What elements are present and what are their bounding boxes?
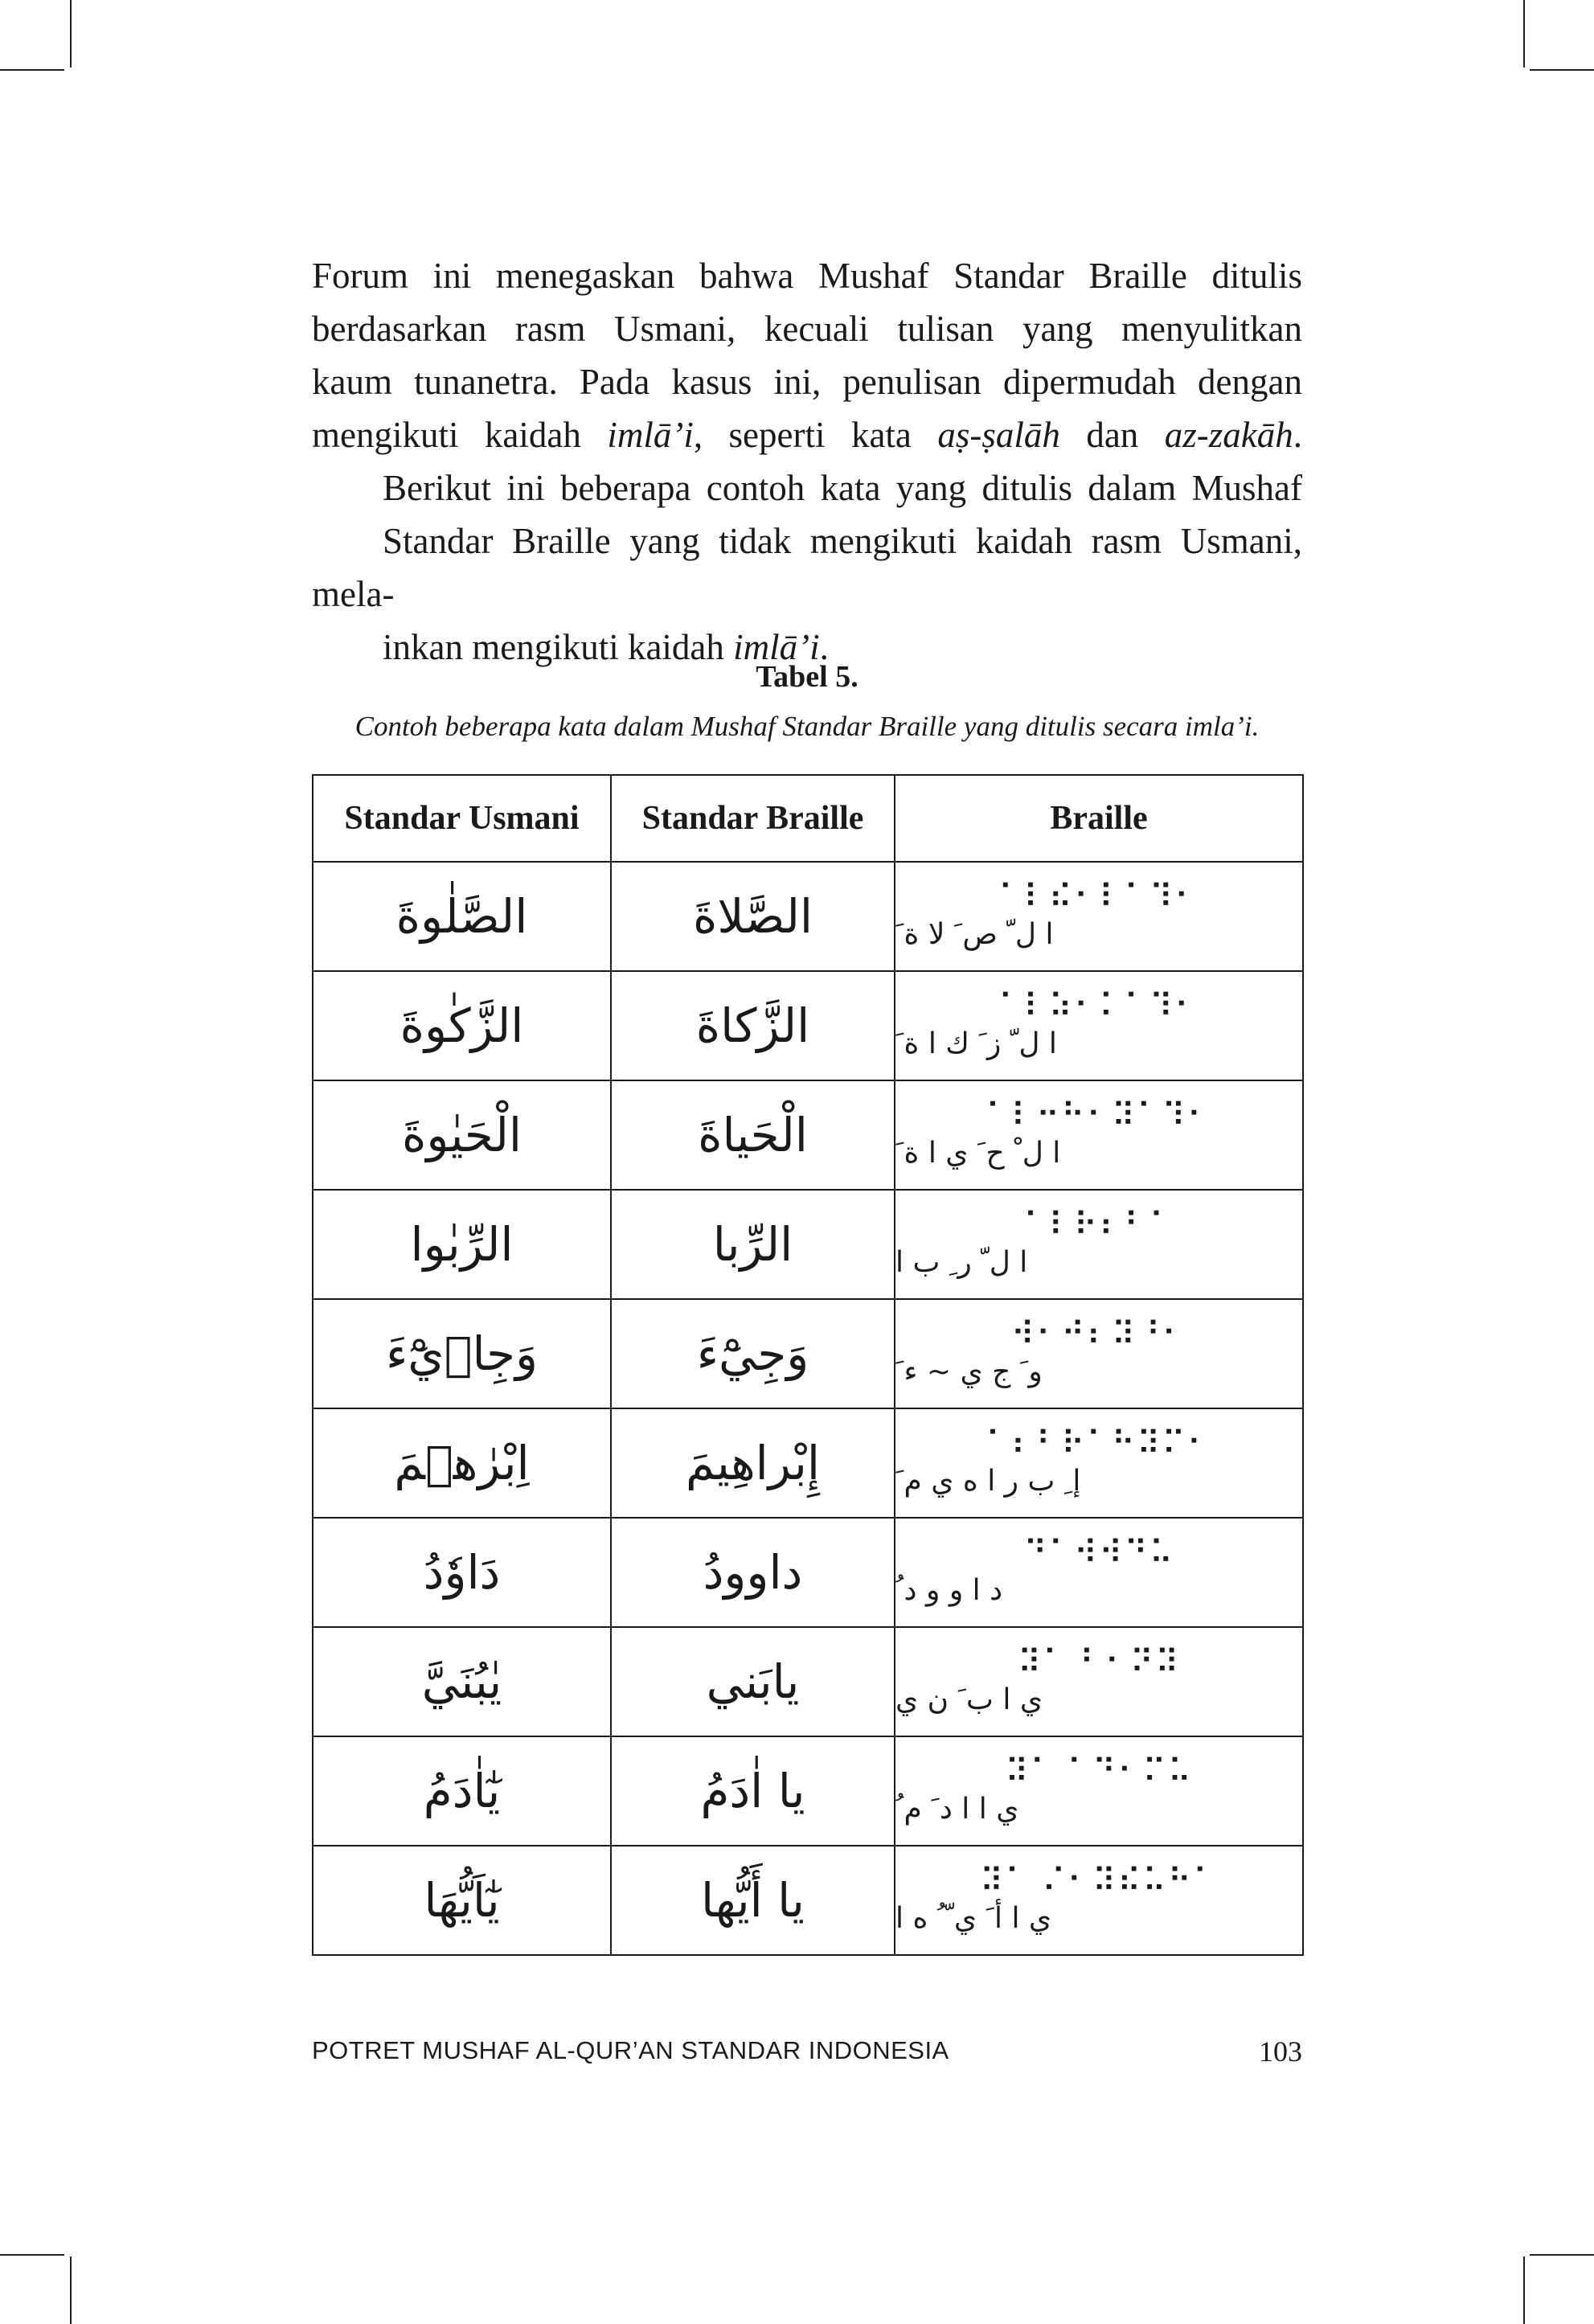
crop-mark	[1523, 2256, 1525, 2324]
braille-standard-word: يابَني	[706, 1654, 800, 1709]
comparison-table	[312, 774, 1304, 1956]
text-run: mengikuti kaidah	[312, 415, 608, 455]
text-run: dan	[1059, 415, 1165, 455]
braille-dots: ⠺⠂⠚⠆⠽⠘⠂	[1010, 1316, 1187, 1353]
text-run: inkan mengikuti kaidah	[383, 627, 734, 667]
braille-dots: ⠁⠇⠵⠂⠅⠁⠹⠂	[998, 988, 1200, 1025]
usmani-cell	[313, 1080, 611, 1190]
usmani-cell	[313, 971, 611, 1080]
braille-cell	[895, 1190, 1303, 1299]
text-line	[312, 408, 1302, 461]
braille-standard-word: الْحَياةَ	[698, 1108, 808, 1162]
usmani-cell	[313, 1299, 611, 1408]
header-standar-usmani: Standar Usmani	[313, 775, 611, 862]
braille-standard-word: يا اٰدَمُ	[700, 1764, 805, 1818]
text-run: .	[819, 627, 829, 667]
braille-cell	[895, 971, 1303, 1080]
crop-mark	[1530, 2254, 1594, 2256]
usmani-cell	[313, 1736, 611, 1846]
braille-standard-cell	[611, 1518, 895, 1627]
braille-standard-word: الزَّكاةَ	[695, 998, 810, 1053]
braille-standard-cell	[611, 1846, 895, 1955]
braille-letter-transcription: و َ ج ي ~ ء َ	[895, 1355, 1043, 1388]
table-row	[313, 1518, 1303, 1627]
usmani-cell	[313, 1627, 611, 1736]
braille-dots: ⠙⠁⠺⠺⠙⠥	[1023, 1535, 1174, 1572]
braille-cell	[895, 1299, 1303, 1408]
page-number: 103	[1259, 2035, 1302, 2068]
table-title: Tabel 5.	[756, 660, 858, 694]
text-line: Berikut ini beberapa contoh kata yang ditulis dalam Mushaf	[383, 468, 1302, 508]
text-line: berdasarkan rasm Usmani, kecuali tulisan yang menyulitkan	[312, 309, 1302, 349]
italic-term: az-zakāh	[1164, 415, 1293, 455]
braille-standard-word: داوودُ	[703, 1545, 803, 1600]
header-standar-braille: Standar Braille	[611, 775, 895, 862]
text-run: .	[1293, 415, 1302, 455]
braille-standard-word: الصَّلاةَ	[692, 889, 813, 944]
crop-mark	[70, 0, 72, 68]
braille-dots: ⠁⠇⠗⠆⠃⠁	[1023, 1207, 1174, 1244]
table-row	[313, 1299, 1303, 1408]
body-text	[312, 249, 1302, 674]
braille-cell	[895, 1627, 1303, 1736]
running-footer-title: POTRET MUSHAF AL-QUR’AN STANDAR INDONESIA	[312, 2036, 949, 2064]
usmani-cell	[313, 1518, 611, 1627]
usmani-word: دَاوٗدُ	[423, 1545, 501, 1600]
braille-standard-cell	[611, 1736, 895, 1846]
braille-letter-transcription: ا ل ّ ز َ ك ا ة َ	[895, 1027, 1057, 1060]
usmani-word: اِبْرٰهٖمَ	[394, 1436, 530, 1490]
usmani-cell	[313, 1846, 611, 1955]
braille-cell	[895, 1846, 1303, 1955]
table-row	[313, 1080, 1303, 1190]
usmani-cell	[313, 1408, 611, 1518]
braille-standard-word: يا أَيُّها	[701, 1873, 805, 1928]
braille-dots: ⠽⠁ ⠁⠙⠂⠍⠥	[1005, 1753, 1193, 1790]
text-line: kaum tunanetra. Pada kasus ini, penulisan dipermudah dengan	[312, 362, 1302, 402]
braille-cell	[895, 862, 1303, 971]
braille-dots: ⠁⠇⠮⠂⠇⠁⠹⠂	[998, 879, 1200, 916]
braille-letter-transcription: ي ا ب َ ن ي	[895, 1683, 1043, 1716]
braille-cell	[895, 1080, 1303, 1190]
crop-mark	[1523, 0, 1525, 68]
table-row	[313, 862, 1303, 971]
braille-letter-transcription: د ا و و د ُ	[895, 1574, 1003, 1607]
italic-term: aṣ-ṣalāh	[937, 415, 1060, 455]
braille-dots: ⠽⠁ ⠌⠂⠽⠮⠥⠓⠁	[979, 1863, 1219, 1900]
braille-cell	[895, 1736, 1303, 1846]
crop-mark	[70, 2256, 72, 2324]
usmani-cell	[313, 1190, 611, 1299]
table-row	[313, 971, 1303, 1080]
braille-letter-transcription: ي ا أ َ ي ّ ُ ه ا	[895, 1902, 1052, 1935]
crop-mark	[0, 69, 64, 71]
usmani-word: الرِّبٰوا	[410, 1217, 514, 1272]
braille-letter-transcription: ا ل ْ ح َ ي ا ة َ	[895, 1137, 1061, 1170]
braille-standard-cell	[611, 1627, 895, 1736]
table-row	[313, 1190, 1303, 1299]
braille-cell	[895, 1408, 1303, 1518]
paragraph-1	[312, 249, 1302, 461]
usmani-word: الْحَيٰوةَ	[401, 1108, 522, 1162]
table-row	[313, 1408, 1303, 1518]
header-braille: Braille	[895, 775, 1303, 862]
braille-standard-cell	[611, 1190, 895, 1299]
usmani-cell	[313, 862, 611, 971]
text-line: Standar Braille yang tidak mengikuti kaidah rasm Usmani, mela-	[312, 521, 1302, 614]
italic-term: imlā’i	[607, 415, 694, 455]
text-run: , seperti kata	[693, 415, 938, 455]
usmani-word: يٰبُنَيَّ	[421, 1654, 502, 1709]
paragraph-2	[312, 461, 1302, 674]
italic-term: imlā’i	[733, 627, 820, 667]
braille-dots: ⠽⠁ ⠃⠂⠝⠽	[1017, 1644, 1181, 1681]
usmani-word: وَجِا۟يْٓءَ	[385, 1326, 538, 1381]
braille-dots: ⠁⠆⠃⠗⠁⠓⠽⠍⠂	[985, 1425, 1212, 1462]
usmani-word: الزَّكٰوةَ	[400, 998, 524, 1053]
braille-dots: ⠁⠇⠒⠓⠂⠽⠁⠹⠂	[985, 1097, 1212, 1134]
braille-letter-transcription: ي ا ا د َ م ُ	[895, 1793, 1019, 1826]
table-row	[313, 1846, 1303, 1955]
braille-letter-transcription: ا ل ّ ص َ لا ة َ	[895, 918, 1054, 951]
braille-letter-transcription: ا ل ّ ر ِ ب ا	[895, 1246, 1028, 1279]
crop-mark	[1530, 69, 1594, 71]
braille-standard-cell	[611, 1408, 895, 1518]
usmani-word: يٰٓاٰدَمُ	[423, 1764, 501, 1818]
text-line: Forum ini menegaskan bahwa Mushaf Standar Braille ditulis	[312, 256, 1302, 296]
usmani-word: يٰٓاَيُّهَا	[424, 1873, 500, 1928]
braille-cell	[895, 1518, 1303, 1627]
braille-standard-word: وَجِيْٓءَ	[696, 1326, 809, 1381]
braille-standard-cell	[611, 1299, 895, 1408]
braille-standard-cell	[611, 971, 895, 1080]
braille-letter-transcription: إ ِ ب ر ا ه ي م َ	[895, 1465, 1081, 1498]
table-row	[313, 1736, 1303, 1846]
table-header-row	[313, 775, 1303, 862]
crop-mark	[0, 2254, 64, 2256]
braille-standard-cell	[611, 862, 895, 971]
table-row	[313, 1627, 1303, 1736]
table-subtitle: Contoh beberapa kata dalam Mushaf Standar Braille yang ditulis secara imla’i.	[354, 711, 1260, 742]
braille-standard-word: الرِّبا	[712, 1217, 793, 1272]
braille-standard-word: إِبْراهِيمَ	[685, 1436, 821, 1490]
usmani-word: الصَّلٰوةَ	[395, 889, 528, 944]
braille-standard-cell	[611, 1080, 895, 1190]
